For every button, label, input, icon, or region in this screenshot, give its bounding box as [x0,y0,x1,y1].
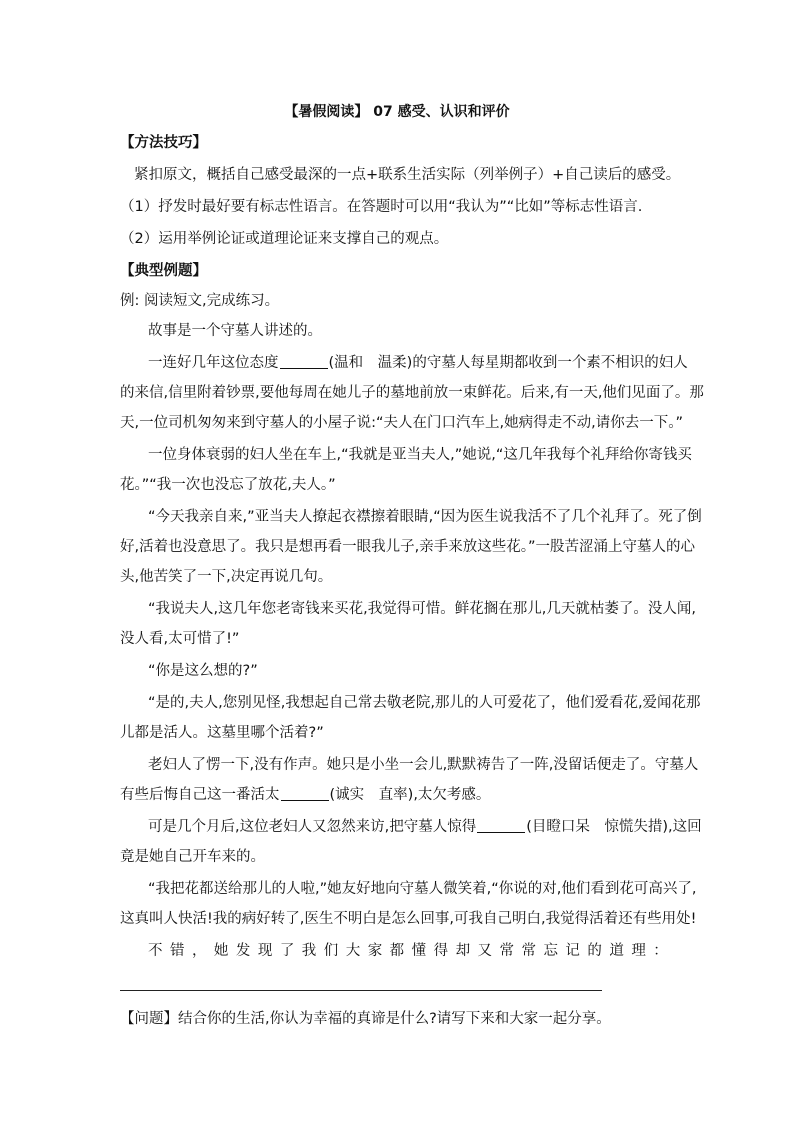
question: 【问题】结合你的生活,你认为幸福的真谛是什么?请写下来和大家一起分享。 [120,1011,611,1027]
story-line [120,785,490,805]
story-char: 又 [477,943,493,959]
story-text: (温和 温柔)的守墓人每星期都收到一个素不相识的妇人 [328,355,688,371]
story-char: 却 [455,943,471,959]
story-line: 没人看,太可惜了!” [120,631,240,647]
story-char: 得 [433,943,449,959]
story-char: 我 [301,943,317,959]
story-line: 儿都是活人。这墓里哪个活着?” [120,725,324,741]
story-char: 现 [257,943,273,959]
story-text: 可是几个月后,这位老妇人又忽然来访,把守墓人惊得 [148,819,477,835]
story-char: 理 [631,943,646,959]
story-char: 了 [279,943,295,959]
story-char: 发 [235,943,251,959]
story-line: 的来信,信里附着钞票,要他每周在她儿子的墓地前放一束鲜花。后来,有一天,他们见面了。那 [120,385,704,401]
story-line: “你是这么想的?” [148,663,258,679]
story-char: ： [653,943,668,959]
story-line [148,353,688,373]
story-char: 常 [521,943,536,959]
story-line: 老妇人了愣一下,没有作声。她只是小坐一会儿,默默祷告了一阵,没留话便走了。守墓人 [148,757,699,773]
fill-blank-2[interactable] [281,786,329,801]
story-char: 她 [213,943,229,959]
example-heading: 【典型例题】 [120,263,207,279]
story-line: 竟是她自己开车来的。 [120,849,265,865]
fill-blank-1[interactable] [280,354,328,369]
method-heading: 【方法技巧】 [120,135,207,151]
story-line: “我把花都送给那儿的人啦,”她友好地向守墓人微笑着,“你说的对,他们看到花可高兴了, [148,881,697,897]
story-char: 错 [169,943,185,959]
story-char: 都 [389,943,405,959]
story-line: 天,一位司机匆匆来到守墓人的小屋子说:“夫人在门口汽车上,她病得走不动,请你去一下。” [120,415,683,431]
story-line: 好,活着也没意思了。我只是想再看一眼我儿子,亲手来放这些花。”一股苦涩涌上守墓人的心 [120,539,695,555]
story-char: 家 [367,943,383,959]
story-char: 的 [587,943,602,959]
story-line: 这真叫人快活!我的病好转了,医生不明白是怎么回事,可我自己明白,我觉得活着还有些用处! [120,911,697,927]
method-intro: 紧扣原文，概括自己感受最深的一点+联系生活实际（列举例子）+自己读后的感受。 [134,167,681,183]
story-char: 常 [499,943,514,959]
story-line-justified [148,941,668,961]
story-line [148,817,702,837]
method-tip-1: （1）抒发时最好要有标志性语言。在答题时可以用“我认为”“比如”等标志性语言. [120,199,643,215]
answer-line[interactable] [120,990,602,991]
story-char: 记 [565,943,580,959]
story-line: “今天我亲自来,”亚当夫人撩起衣襟擦着眼睛,“因为医生说我活不了几个礼拜了。死了倒 [148,509,702,525]
story-char: 大 [345,943,361,959]
story-line: “是的,夫人,您别见怪,我想起自己常去敬老院,那儿的人可爱花了，他们爱看花,爱闻花那 [148,695,701,711]
story-char: 忘 [543,943,558,959]
story-text: 一连好几年这位态度 [148,355,279,371]
story-line: 花。”“我一次也没忘了放花,夫人。” [120,477,336,493]
example-prompt: 例: 阅读短文,完成练习。 [120,293,280,309]
story-text: (诚实 直率),太欠考感。 [329,787,491,803]
story-char: 们 [323,943,339,959]
story-char: 懂 [411,943,427,959]
story-line: 头,他苦笑了一下,决定再说几句。 [120,569,333,585]
story-char: 道 [609,943,624,959]
story-text: (目瞪口呆 惊慌失措),这回 [526,819,702,835]
fill-blank-3[interactable] [477,818,525,833]
story-char: ， [191,943,207,959]
story-text: 有些后悔自己这一番活太 [120,787,280,803]
story-char: 不 [148,943,163,959]
story-line: 一位身体衰弱的妇人坐在车上,“我就是亚当夫人,”她说,“这几年我每个礼拜给你寄钱买 [148,447,692,463]
story-line: “我说夫人,这几年您老寄钱来买花,我觉得可惜。鲜花搁在那儿,几天就枯萎了。没人闻, [148,601,696,617]
page-title: 【暑假阅读】 07 感受、认识和评价 [284,104,510,120]
method-tip-2: （2）运用举例论证或道理论证来支撑自己的观点。 [120,231,449,247]
story-line: 故事是一个守墓人讲述的。 [148,323,322,339]
